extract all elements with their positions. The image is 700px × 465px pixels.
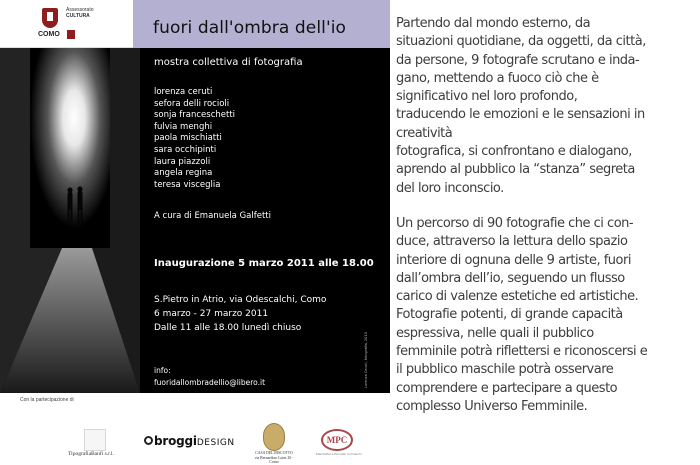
cameo-portrait-icon (263, 423, 285, 451)
text-line: duce, attraverso la lettura dello spazio (396, 234, 628, 250)
contact-label: info: (154, 366, 171, 375)
assessorato-logo (0, 0, 133, 48)
text-line: significativo nel loro profondo, (396, 89, 578, 105)
artist-name: angela regina (154, 168, 213, 179)
casa-line2: via Bernardino Luini 20 - Como (254, 455, 294, 464)
subtitle: mostra collettiva di fotografia (154, 57, 303, 68)
assessorato-line1: Assessorato (66, 7, 94, 13)
text-line: dall’ombra dell’io, seguendo un flusso (396, 270, 625, 286)
artist-name: paola mischiatti (154, 133, 222, 144)
text-line: da persone, 9 fotografe scrutano e inda- (396, 52, 640, 68)
artist-name: sefora delli rocioli (154, 98, 230, 109)
logo-square-icon (67, 30, 75, 39)
text-line: Un percorso di 90 fotografie che ci con- (396, 215, 634, 231)
artist-name: lorenza ceruti (154, 87, 213, 97)
assessorato-label (66, 7, 94, 19)
contact-email: fuoridallombradellio@libero.it (154, 378, 266, 387)
opening-hours: Dalle 11 alle 18.00 lunedì chiuso (154, 323, 302, 333)
text-line: il pubblico maschile potrà osservare (396, 362, 614, 378)
contact-block (154, 365, 265, 389)
description-paragraph-2 (396, 215, 696, 416)
title-banner (133, 0, 390, 48)
corridor-photo (0, 48, 140, 393)
casa-del-biscotto-logo (254, 451, 294, 465)
curator: A cura di Emanuela Galfetti (154, 211, 271, 221)
broggi-circle-icon (144, 436, 153, 445)
exhibition-description (396, 15, 696, 416)
text-line: espressiva, nelle quali il pubblico (396, 325, 594, 341)
text-line: creatività (396, 125, 453, 141)
broggi-bold: broggi (154, 434, 197, 448)
exhibition-dates: 6 marzo - 27 marzo 2011 (154, 309, 269, 319)
assessorato-line2: CULTURA (66, 13, 90, 19)
text-line: fotografica, si confrontano e dialogano, (396, 144, 632, 160)
venue-address: S.Pietro in Atrio, via Odescalchi, Como (154, 295, 327, 305)
text-line: complesso Universo Femminile. (396, 398, 588, 414)
text-line: Partendo dal mondo esterno, da (396, 16, 591, 31)
broggi-light: DESIGN (196, 438, 235, 448)
text-line: interiore di ognuna delle 9 artiste, fuori (396, 252, 631, 268)
text-line: del loro inconscio. (396, 180, 504, 196)
venue-block (154, 293, 326, 335)
text-line: aprendo al pubblico la “stanza” segreta (396, 162, 635, 178)
text-line: Fotografie potenti, di grande capacità (396, 307, 623, 323)
text-line: carico di valenze estetiche ed artistiche. (396, 289, 639, 305)
city-name: COMO (38, 31, 60, 38)
photo-credit: Lorenza Ceruti, fotografia, 2010 (364, 332, 368, 388)
tipografia-banfi-logo: TipografiaBanfi s.r.l. (68, 451, 114, 457)
text-line: situazioni quotidiane, da oggetti, da città, (396, 34, 646, 50)
artist-name: sonja franceschetti (154, 110, 236, 121)
casa-line1: CASA DEL BISCOTTO (255, 451, 293, 455)
artist-name: laura piazzoli (154, 156, 211, 167)
text-line: femminile potrà riflettersi e riconoscersi e (396, 344, 648, 360)
text-line: comprendere e partecipare a questo (396, 380, 618, 396)
exhibition-title: fuori dall'ombra dell'io (153, 18, 347, 38)
broggi-design-logo (154, 434, 235, 448)
como-crest-icon (42, 8, 58, 28)
text-line: traducendo le emozioni e le sensazioni in (396, 107, 645, 123)
sponsor-note: Con la partecipazione di (20, 397, 74, 403)
sponsor-strip (0, 393, 390, 465)
photo-panel (0, 48, 390, 393)
description-paragraph-1 (396, 15, 696, 198)
inauguration-date: Inaugurazione 5 marzo 2011 alle 18.00 (154, 258, 374, 269)
mpc-caption: Manifattura Pennelli Comaschi (316, 452, 362, 456)
artist-list (154, 87, 235, 191)
mpc-logo: MPC (321, 429, 353, 451)
artist-name: sara occhipinti (154, 144, 217, 155)
text-line: gano, mettendo a fuoco ciò che è (396, 70, 599, 86)
tipografia-logo-icon (84, 429, 106, 451)
artist-name: teresa visceglia (154, 179, 221, 190)
artist-name: fulvia menghi (154, 121, 213, 132)
